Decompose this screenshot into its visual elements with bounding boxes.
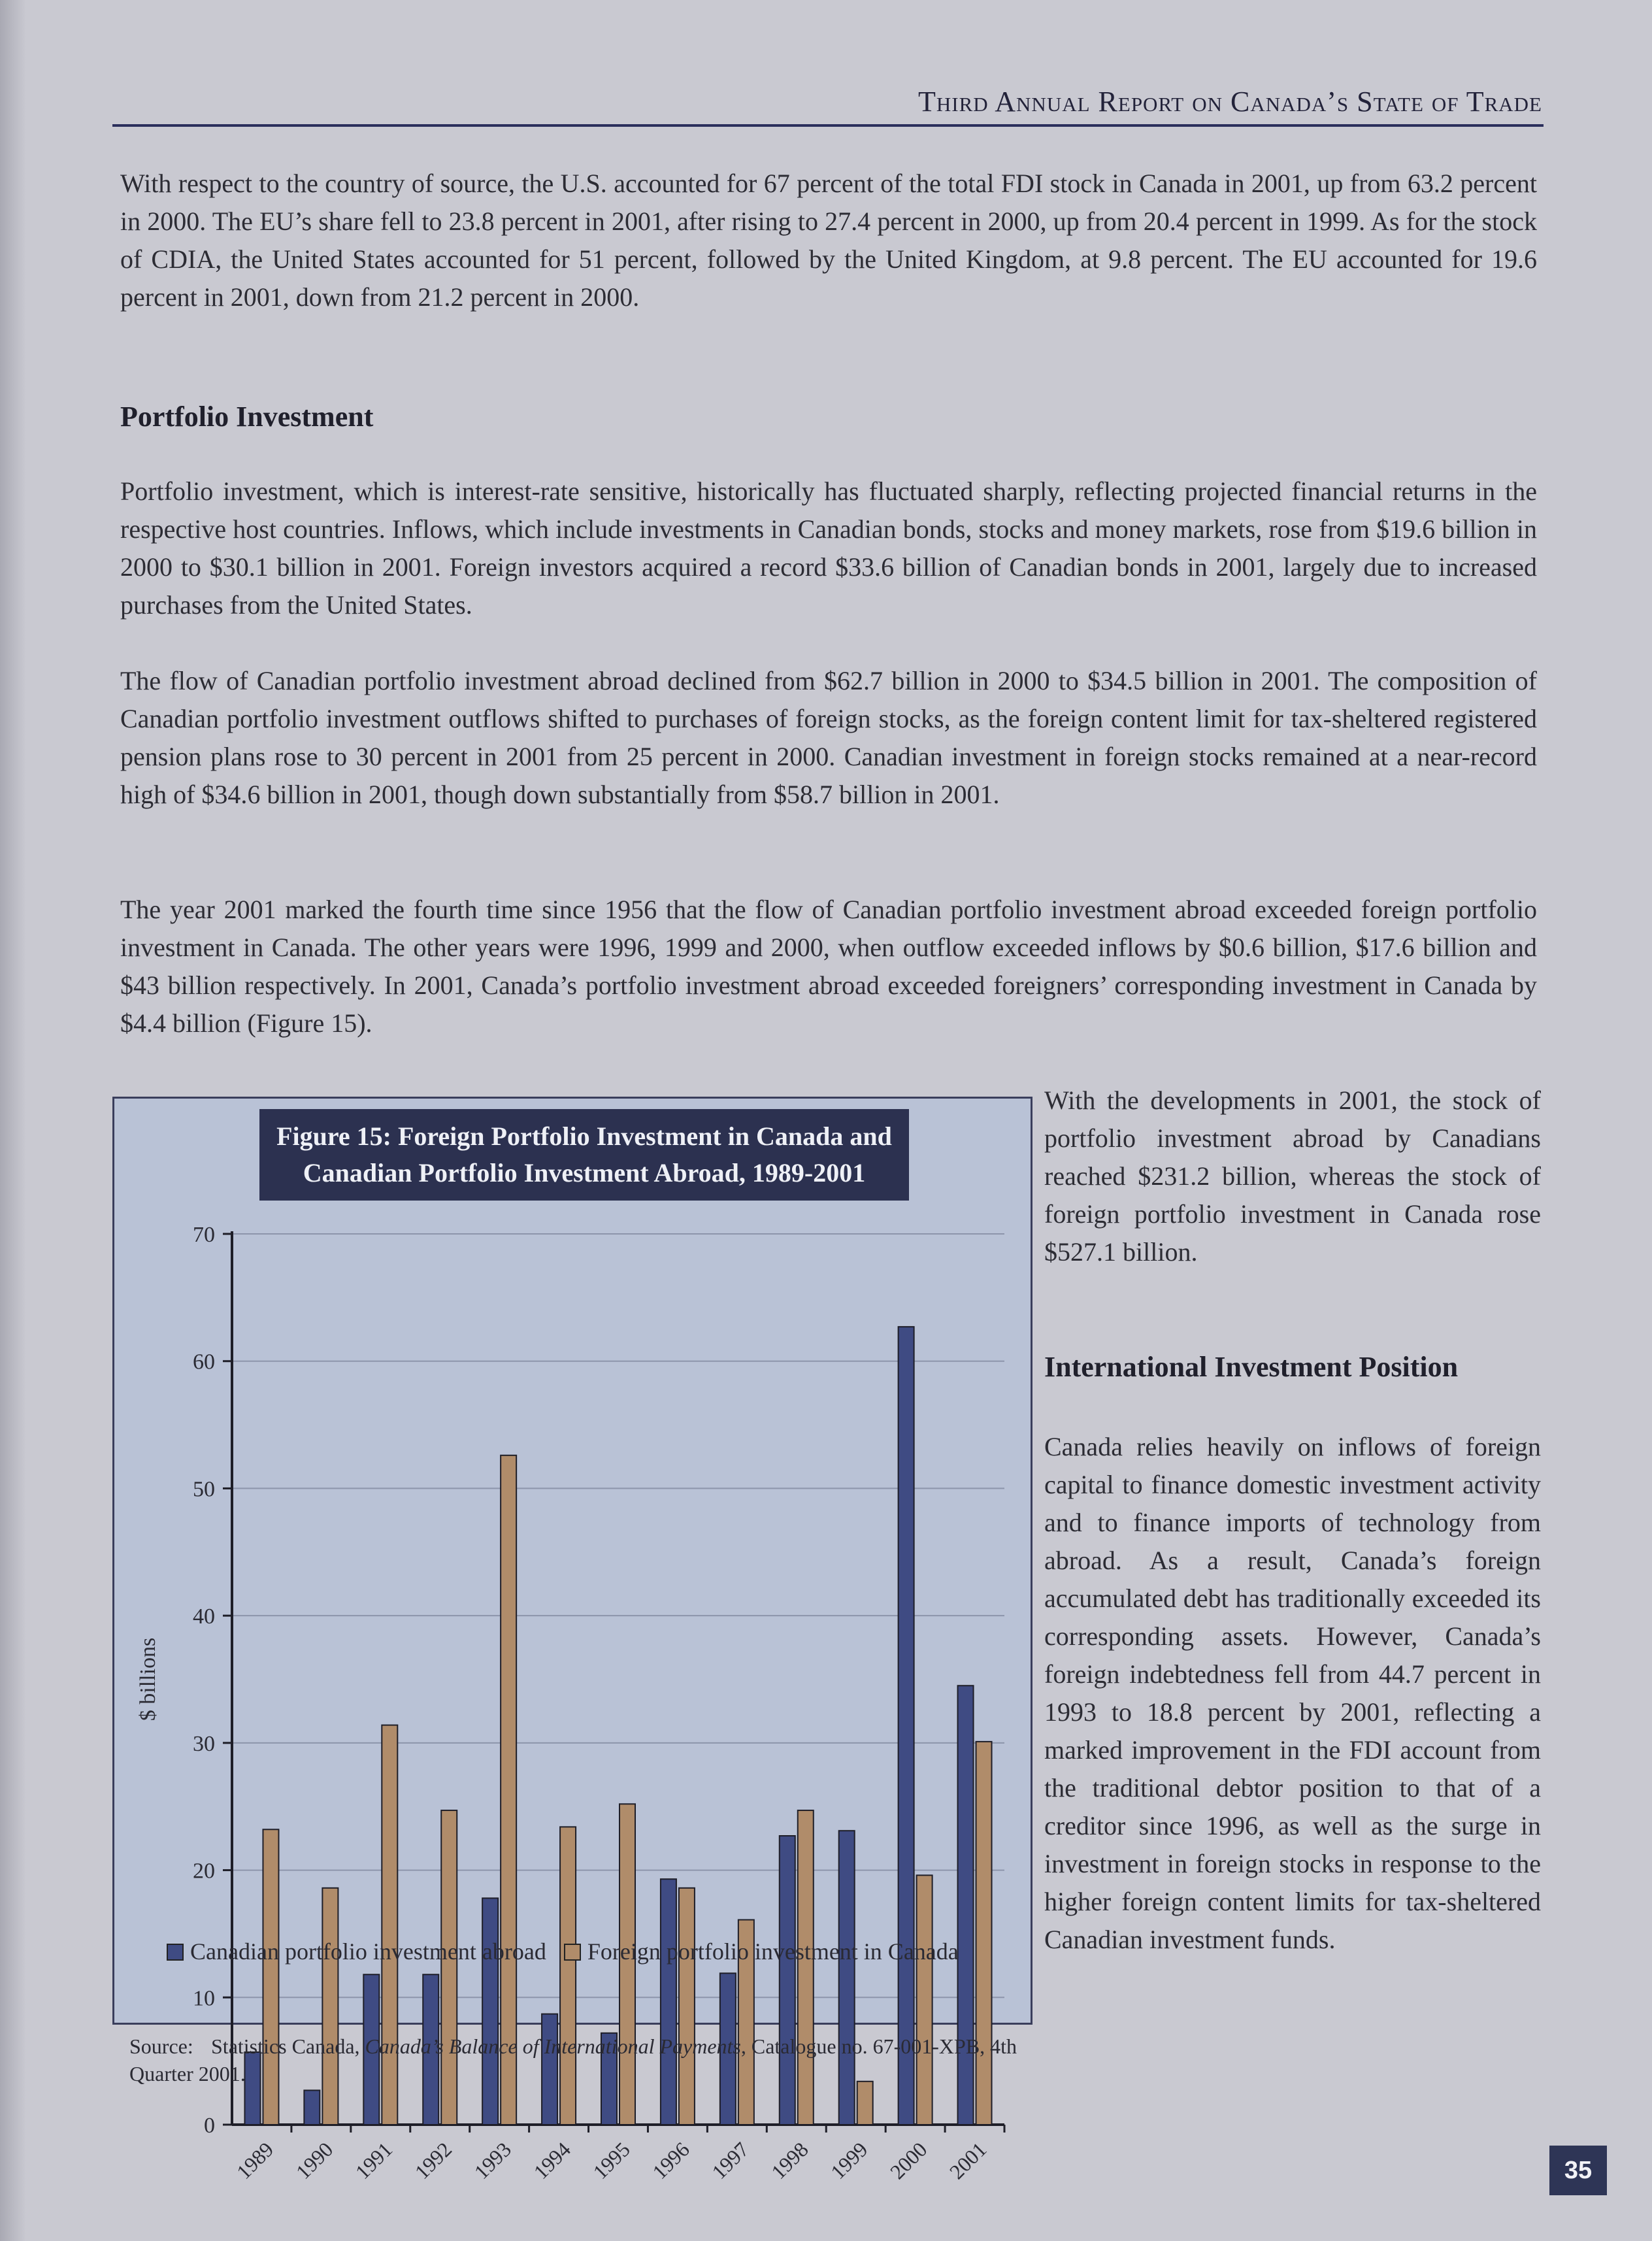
x-tick-label: 1989 xyxy=(231,2137,278,2184)
source-text-2: , Catalogue no. 67-001-XPB, 4th Quarter 2001. xyxy=(129,2034,1017,2085)
x-tick-label: 1992 xyxy=(410,2137,457,2184)
x-tick-label: 2001 xyxy=(944,2137,991,2184)
legend-swatch-abroad xyxy=(167,1944,184,1961)
legend-item-abroad xyxy=(167,1938,546,1965)
chart-legend xyxy=(167,1938,970,1965)
x-tick-label: 1993 xyxy=(469,2137,516,2184)
x-tick-label: 2000 xyxy=(885,2137,932,2184)
y-tick-label: 30 xyxy=(193,1731,215,1756)
heading-international-investment-position: International Investment Position xyxy=(1044,1351,1459,1383)
heading-portfolio-investment: Portfolio Investment xyxy=(120,401,374,433)
bar-in-canada-1990 xyxy=(322,1888,338,2125)
bar-abroad-1993 xyxy=(482,1898,498,2125)
bar-abroad-2000 xyxy=(899,1327,914,2125)
y-tick-label: 0 xyxy=(204,2114,215,2138)
paragraph-portfolio-outflows: The flow of Canadian portfolio investment abroad declined from $62.7 billion in 2000 to $34.5 billion in 2001. The composition of Canadian portfolio investment outflows shifted to purchases of foreign stocks, as the foreign content limit for tax-sheltered registered pension plans rose to 30 percent in 2001 from 25 percent in 2000. Canadian investment in foreign stocks remained at a near-record high of $34.6 billion in 2001, though down substantially from $58.7 billion in 2001. xyxy=(120,666,1537,809)
x-tick-label: 1999 xyxy=(825,2137,872,2184)
figure-title-line-1: Figure 15: Foreign Portfolio Investment in Canada and xyxy=(276,1121,892,1151)
bar-abroad-1990 xyxy=(304,2090,320,2125)
x-tick-label: 1990 xyxy=(291,2137,338,2184)
x-tick-label: 1998 xyxy=(767,2137,813,2184)
page-binding-edge xyxy=(0,0,26,2241)
paragraph-portfolio-inflows: Portfolio investment, which is interest-rate sensitive, historically has fluctuated sharply, reflecting projected financial returns in the respective host countries. Inflows, which include investments in Canadian bonds, stocks and money markets, rose from $19.6 billion in 2000 to $30.1 billion in 2001. Foreign investors acquired a record $33.6 billion of Canadian bonds in 2001, largely due to increased purchases from the United States. xyxy=(120,476,1537,620)
paragraph-fdi-source: With respect to the country of source, the U.S. accounted for 67 percent of the total FDI stock in Canada in 2001, up from 63.2 percent in 2000. The EU’s share fell to 23.8 percent in 2001, after rising to 27.4 percent in 2000, up from 20.4 percent in 1999. As for the stock of CDIA, the United States accounted for 51 percent, followed by the United Kingdom, at 9.8 percent. The EU accounted for 19.6 percent in 2001, down from 21.2 percent in 2000. xyxy=(120,169,1537,312)
header-rule xyxy=(112,124,1544,127)
source-text-1: Statistics Canada, xyxy=(211,2034,365,2058)
figure-title xyxy=(259,1109,909,1201)
y-tick-label: 10 xyxy=(193,1986,215,2011)
y-tick-label: 70 xyxy=(193,1223,215,1247)
legend-swatch-in-canada xyxy=(564,1944,581,1961)
y-tick-label: 60 xyxy=(193,1350,215,1374)
x-tick-label: 1995 xyxy=(588,2137,635,2184)
y-tick-label: 20 xyxy=(193,1859,215,1884)
y-tick-label: 40 xyxy=(193,1604,215,1629)
running-header: Third Annual Report on Canada’s State of Trade xyxy=(918,86,1542,118)
figure-source-note xyxy=(129,2033,1031,2087)
source-label: Source: xyxy=(129,2034,193,2058)
paragraph-investment-position: Canada relies heavily on inflows of foreign capital to finance domestic investment activity and to finance imports of technology from abroad. As a result, Canada’s foreign accumulated debt has traditionally exceeded its corresponding assets. However, Canada’s foreign indebtedness fell from 44.7 percent in 1993 to 18.8 percent by 2001, reflecting a marked improvement in the FDI account from the traditional debtor position to that of a creditor since 1996, as well as the surge in investment in foreign stocks in response to the higher foreign content limits for tax-sheltered Canadian investment funds. xyxy=(1044,1432,1541,1954)
y-tick-label: 50 xyxy=(193,1477,215,1502)
x-tick-label: 1996 xyxy=(648,2137,694,2184)
legend-label-abroad: Canadian portfolio investment abroad xyxy=(190,1938,546,1965)
bar-abroad-1996 xyxy=(661,1879,676,2125)
y-axis-label: $ billions xyxy=(136,1637,160,1721)
legend-label-in-canada: Foreign portfolio investment in Canada xyxy=(587,1938,959,1965)
page-number: 35 xyxy=(1549,2146,1607,2195)
x-tick-label: 1994 xyxy=(529,2137,576,2184)
paragraph-portfolio-stock: With the developments in 2001, the stock of portfolio investment abroad by Canadians reached $231.2 billion, whereas the stock of foreign portfolio investment in Canada rose $527.1 billion. xyxy=(1044,1086,1541,1267)
bar-in-canada-1996 xyxy=(679,1888,695,2125)
figure-title-line-2: Canadian Portfolio Investment Abroad, 1989-2001 xyxy=(303,1158,866,1187)
x-tick-label: 1991 xyxy=(350,2137,397,2184)
legend-item-in-canada xyxy=(564,1938,959,1965)
bar-in-canada-1999 xyxy=(857,2082,873,2125)
bar-in-canada-1993 xyxy=(501,1455,516,2125)
paragraph-portfolio-history: The year 2001 marked the fourth time since 1956 that the flow of Canadian portfolio investment abroad exceeded foreign portfolio investment in Canada. The other years were 1996, 1999 and 2000, when outflow exceeded inflows by $0.6 billion, $17.6 billion and $43 billion respectively. In 2001, Canada’s portfolio investment abroad exceeded foreigners’ corresponding investment in Canada by $4.4 billion (Figure 15). xyxy=(120,895,1537,1038)
x-tick-label: 1997 xyxy=(707,2137,753,2184)
source-publication-title: Canada’s Balance of International Payments xyxy=(365,2034,741,2058)
